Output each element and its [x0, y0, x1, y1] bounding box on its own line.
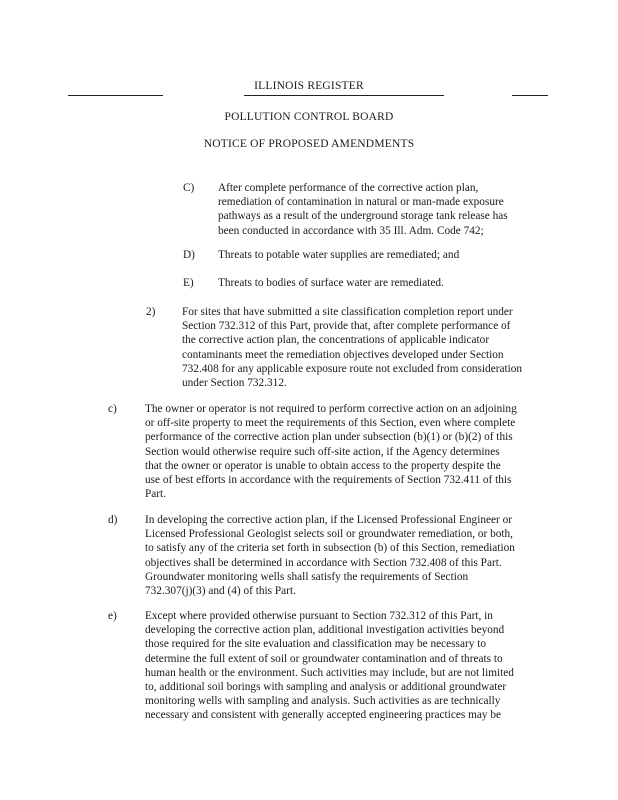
- text-line: Threats to potable water supplies are remediated; and: [218, 249, 460, 261]
- text-line: use of best efforts in accordance with the requirements of Section 732.411 of this: [145, 474, 512, 487]
- text-line: The owner or operator is not required to perform corrective action on an adjoining: [145, 403, 517, 415]
- item-text-d-upper: [218, 248, 459, 262]
- text-line: For sites that have submitted a site classification completion report under: [182, 306, 513, 318]
- item-label-c-upper: C): [183, 182, 195, 194]
- text-line: necessary and consistent with generally accepted engineering practices may be: [145, 709, 502, 722]
- text-line: 732.408 for any applicable exposure route not excluded from consideration: [182, 362, 523, 375]
- text-line: those required for the site evaluation and classification may be necessary to: [145, 638, 486, 651]
- item-text-e-upper: [218, 276, 444, 290]
- item-label-2: 2): [146, 306, 156, 318]
- text-line: pathways as a result of the underground storage tank release has: [218, 210, 508, 223]
- item-text-2: [182, 305, 522, 390]
- text-line: Section 732.312 of this Part, provide that, after complete performance of: [182, 320, 511, 333]
- text-line: remediation of contamination in natural or man-made exposure: [218, 196, 504, 209]
- item-label-d-lower: d): [108, 514, 118, 526]
- header-rule-right: [512, 95, 548, 96]
- register-title: ILLINOIS REGISTER: [254, 80, 364, 92]
- text-line: Threats to bodies of surface water are remediated.: [218, 277, 444, 289]
- text-line: performance of the corrective action plan under subsection (b)(1) or (b)(2) of this: [145, 431, 513, 444]
- text-line: Except where provided otherwise pursuant to Section 732.312 of this Part, in: [145, 610, 493, 622]
- item-label-e-upper: E): [183, 277, 194, 289]
- text-line: the corrective action plan, the concentrations of applicable indicator: [182, 334, 490, 347]
- text-line: objectives shall be determined in accordance with Section 732.408 of this Part.: [145, 556, 502, 569]
- item-text-c-upper: [218, 181, 508, 238]
- text-line: developing the corrective action plan, additional investigation activities beyond: [145, 624, 505, 637]
- text-line: In developing the corrective action plan, if the Licensed Professional Engineer or: [145, 514, 513, 526]
- text-line: to, additional soil borings with sampling and analysis or additional groundwater: [145, 681, 507, 694]
- header-rule-center: [244, 95, 444, 96]
- text-line: Part.: [145, 488, 167, 501]
- text-line: contaminants meet the remediation objectives developed under Section: [182, 348, 504, 361]
- header-rule-left: [68, 95, 163, 96]
- item-text-e-lower: [145, 609, 514, 723]
- text-line: 732.307(j)(3) and (4) of this Part.: [145, 585, 296, 598]
- text-line: monitoring wells with sampling and analysis. Such activities as are technically: [145, 695, 501, 708]
- text-line: under Section 732.312.: [182, 377, 287, 390]
- text-line: Licensed Professional Geologist selects soil or groundwater remediation, or both,: [145, 528, 514, 541]
- text-line: Section would otherwise require such off-site action, if the Agency determines: [145, 445, 500, 458]
- text-line: Groundwater monitoring wells shall satisfy the requirements of Section: [145, 570, 469, 583]
- text-line: determine the full extent of soil or groundwater contamination and of threats to: [145, 652, 503, 665]
- item-label-c-lower: c): [108, 403, 117, 415]
- text-line: that the owner or operator is unable to obtain access to the property despite the: [145, 459, 501, 472]
- text-line: human health or the environment. Such activities may include, but are not limited: [145, 666, 514, 679]
- notice-title: NOTICE OF PROPOSED AMENDMENTS: [203, 138, 415, 150]
- item-label-e-lower: e): [108, 610, 117, 622]
- item-text-c-lower: [145, 402, 517, 501]
- item-label-d-upper: D): [183, 249, 195, 261]
- text-line: been conducted in accordance with 35 Ill. Adm. Code 742;: [218, 224, 484, 237]
- board-title: POLLUTION CONTROL BOARD: [224, 111, 394, 123]
- item-text-d-lower: [145, 513, 515, 598]
- text-line: to satisfy any of the criteria set forth in subsection (b) of this Section, remediation: [145, 542, 515, 555]
- text-line: or off-site property to meet the requirements of this Section, even where complete: [145, 417, 516, 430]
- text-line: After complete performance of the corrective action plan,: [218, 182, 479, 194]
